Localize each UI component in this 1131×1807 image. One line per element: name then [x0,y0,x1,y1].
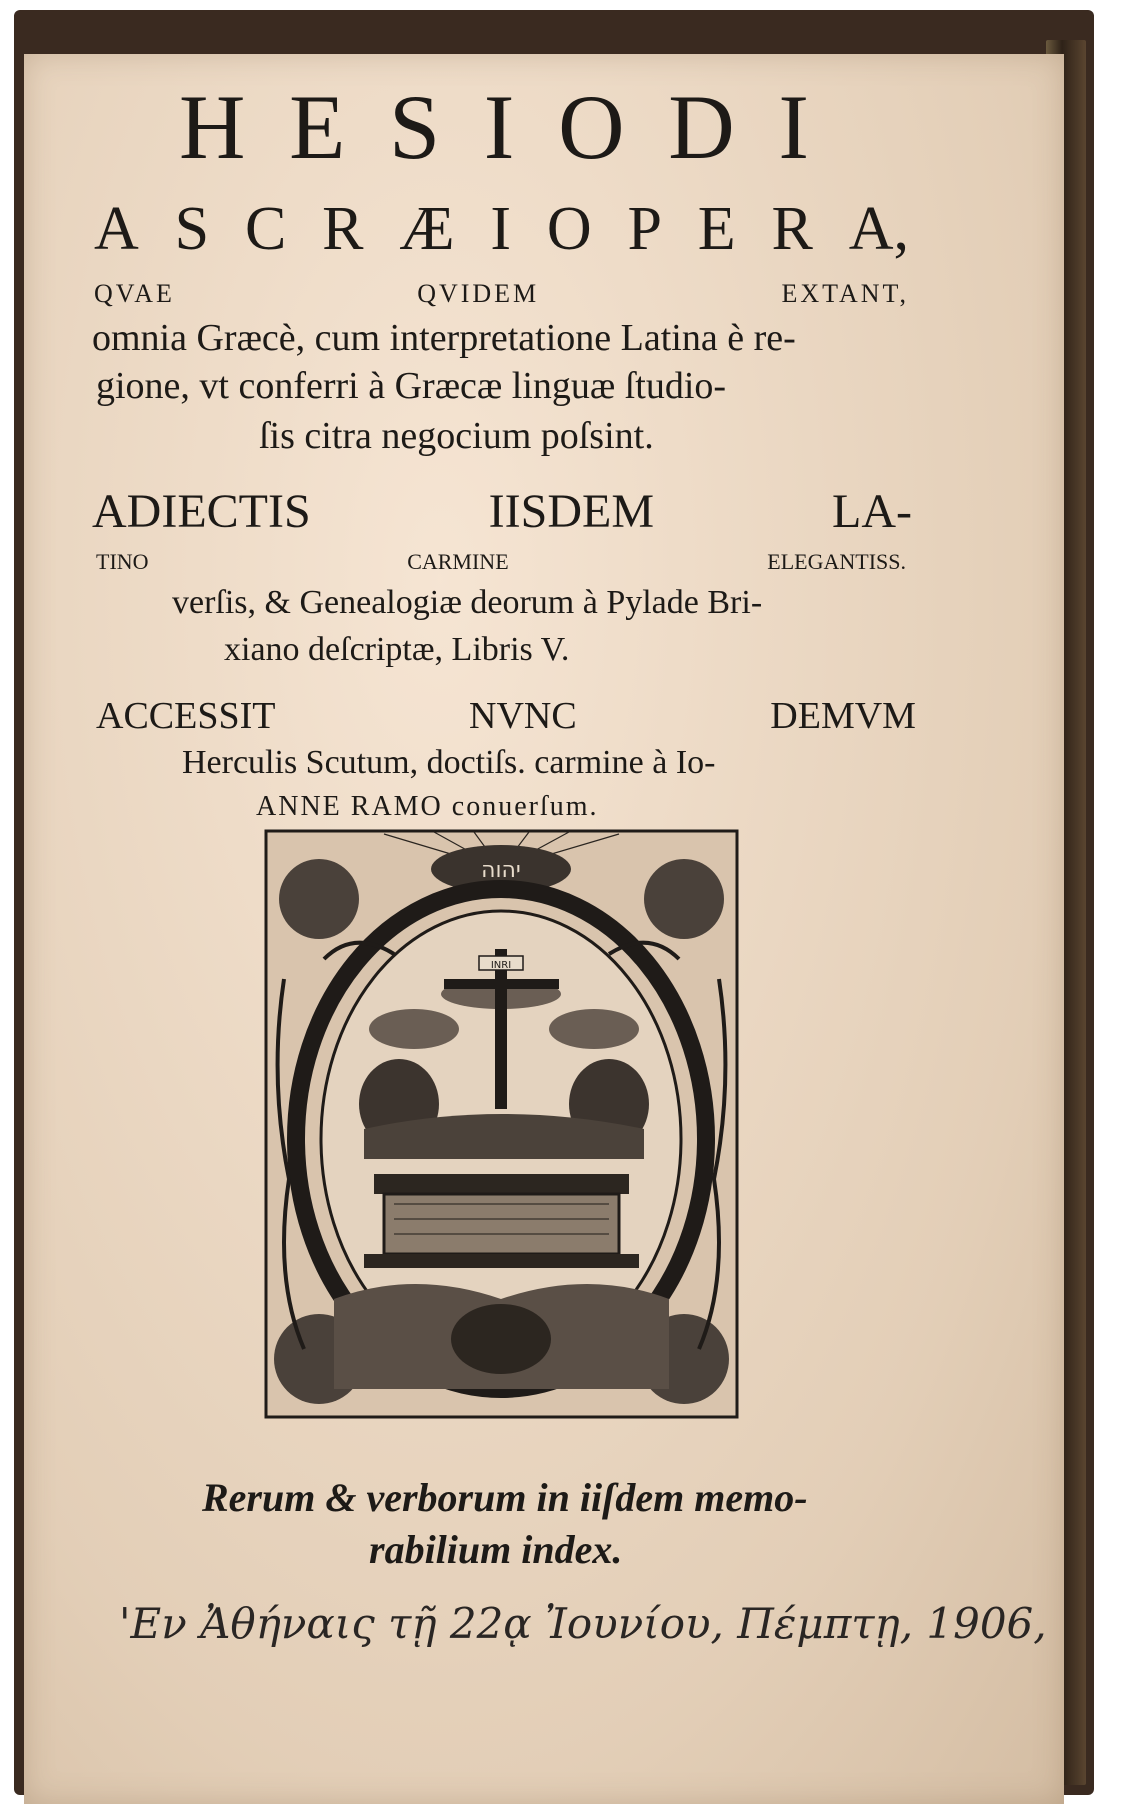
title-token: A, [848,195,909,263]
text-line: ſis citra negocium poſsint. [259,415,654,457]
text-line: ANNE RAMO conuerſum. [256,791,599,822]
heading-adiectis [92,484,912,539]
title-token: QVIDEM [417,279,540,308]
text-line: verſis, & Genealogiæ deorum à Pylade Bri- [172,584,763,621]
cross-inscription: INRI [490,960,512,971]
title-token: E [289,76,356,178]
title-token: R [322,195,364,263]
title-token: S [388,76,451,178]
title-token: ELEGANTISS. [767,549,906,574]
text-line: xiano deſcriptæ, Libris V. [224,631,570,668]
title-token: P [627,195,662,263]
title-token: I [778,76,819,178]
heading-accessit [96,694,916,738]
title-token: TINO [96,549,149,574]
title-token: Æ [399,195,455,263]
heading-latino [96,549,906,575]
index-line: rabilium index. [369,1527,623,1572]
title-work [94,194,909,265]
subtitle-extant [94,279,909,309]
title-token: S [174,195,210,263]
title-token: C [244,195,287,263]
woodcut-printers-device [264,829,739,1419]
title-token: CARMINE [407,549,509,574]
tetragrammaton: יהוה [481,858,521,883]
title-author [179,74,819,180]
title-token: D [668,76,745,178]
title-token: E [697,195,736,263]
text-line: omnia Græcè, cum interpretatione Latina è re- [92,317,796,359]
title-token: R [771,195,813,263]
title-token: NVNC [469,695,577,737]
title-token: A [94,195,139,263]
handwritten-inscription: 'Εν Ἀθήναις τῇ 22ᾳ Ἰουνίου, Πέμπτῃ, 1906, [119,1599,1047,1648]
title-token: I [490,195,511,263]
index-line: Rerum & verborum in iiſdem memo- [202,1475,808,1520]
book-binding [14,10,1094,1795]
text-line: gione, vt conferri à Græcæ linguæ ſtudio- [96,365,727,407]
title-page [24,54,1064,1804]
title-token: LA- [832,485,912,538]
title-token: ACCESSIT [96,695,276,737]
title-token: IISDEM [488,485,654,538]
title-token: I [483,76,525,178]
title-token: QVAE [94,279,175,308]
title-token: H [179,76,256,178]
title-token: O [546,195,592,263]
text-line: Herculis Scutum, doctiſs. carmine à Io- [182,744,716,781]
title-token: O [558,76,635,178]
title-token: ADIECTIS [92,485,311,538]
title-token: EXTANT, [781,279,909,308]
title-token: DEMVM [770,695,916,737]
